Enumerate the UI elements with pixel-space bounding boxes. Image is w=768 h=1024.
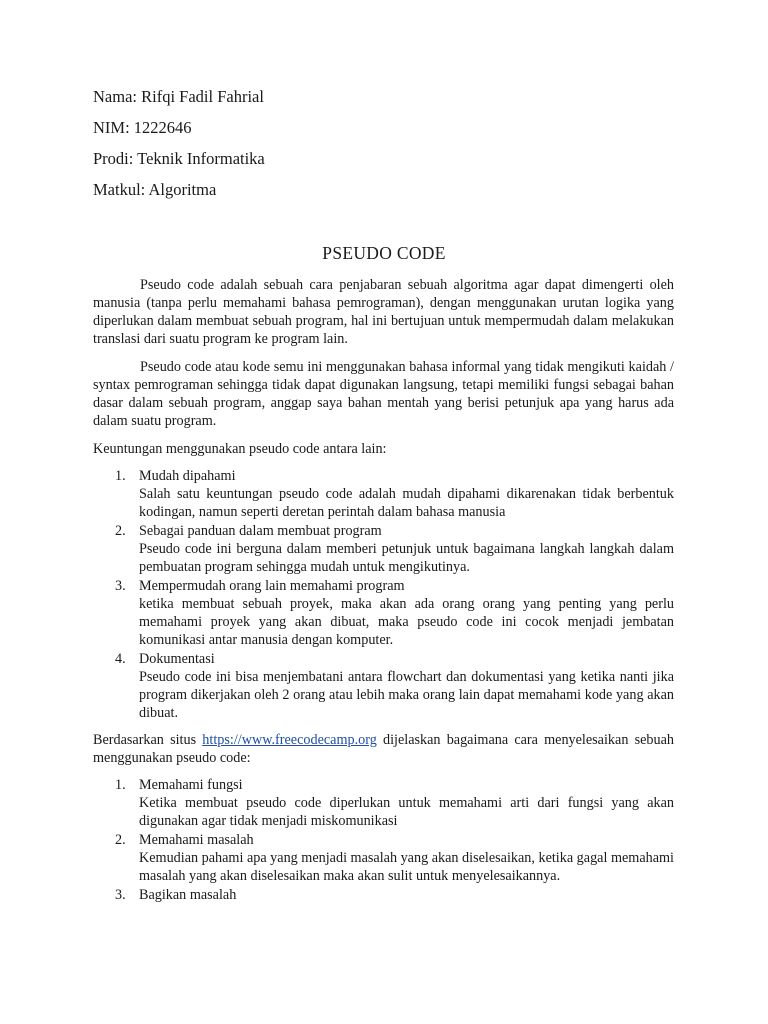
item-description: Salah satu keuntungan pseudo code adalah mudah dipahami dikarenakan tidak berbentuk kodingan, namun seperti deretan perintah dalam bahasa manusia	[139, 486, 674, 520]
freecodecamp-link[interactable]: https://www.freecodecamp.org	[202, 732, 377, 748]
study-program: Prodi: Teknik Informatika	[93, 149, 265, 168]
item-title: Dokumentasi	[139, 651, 215, 667]
item-number: 2.	[115, 832, 126, 848]
item-number: 2.	[115, 523, 126, 539]
source-text-before: Berdasarkan situs	[93, 732, 203, 748]
list-item	[93, 776, 674, 830]
second-paragraph: Pseudo code atau kode semu ini menggunakan bahasa informal yang tidak mengikuti kaidah / syntax pemrograman sehingga tidak dapat digunakan langsung, tetapi memiliki fungsi sebagai bahan dasar dalam sebuah program, anggap saya bahan mentah yang berisi petunjuk apa yang harus ada dalam suatu program.	[93, 359, 674, 429]
list-item	[93, 522, 674, 576]
item-description: Pseudo code ini berguna dalam memberi petunjuk untuk bagaimana langkah langkah dalam pembuatan program sehingga mudah untuk mengikutinya.	[139, 541, 674, 575]
item-title: Memahami masalah	[139, 832, 254, 848]
item-title: Mempermudah orang lain memahami program	[139, 578, 405, 594]
list-item	[93, 577, 674, 649]
list-item	[93, 467, 674, 521]
steps-list	[93, 776, 674, 905]
item-number: 1.	[115, 777, 126, 793]
item-title: Bagikan masalah	[139, 887, 237, 903]
item-title: Memahami fungsi	[139, 777, 243, 793]
document-title: PSEUDO CODE	[322, 243, 446, 263]
item-description: Pseudo code ini bisa menjembatani antara flowchart dan dokumentasi yang ketika nanti jika program dikerjakan oleh 2 orang atau lebih maka orang lain dapat memahami kode yang akan dibuat.	[139, 669, 674, 721]
list-item	[93, 831, 674, 885]
item-number: 3.	[115, 578, 126, 594]
item-number: 3.	[115, 887, 126, 903]
student-name: Nama: Rifqi Fadil Fahrial	[93, 87, 264, 106]
source-paragraph	[93, 731, 674, 767]
advantages-list	[93, 467, 674, 723]
advantages-intro: Keuntungan menggunakan pseudo code antara lain:	[93, 441, 387, 457]
item-description: Kemudian pahami apa yang menjadi masalah yang akan diselesaikan, ketika gagal memahami masalah yang akan diselesaikan maka akan sulit untuk menyelesaikannya.	[139, 850, 674, 884]
item-number: 4.	[115, 651, 126, 667]
course-name: Matkul: Algoritma	[93, 180, 217, 199]
item-number: 1.	[115, 468, 126, 484]
list-item	[93, 886, 674, 904]
student-nim: NIM: 1222646	[93, 118, 192, 137]
item-title: Sebagai panduan dalam membuat program	[139, 523, 382, 539]
item-description: ketika membuat sebuah proyek, maka akan ada orang orang yang penting yang perlu memahami proyek yang akan dibuat, maka pseudo code ini cocok menjadi jembatan komunikasi antar manusia dengan komputer.	[139, 596, 674, 648]
list-item	[93, 650, 674, 722]
item-description: Ketika membuat pseudo code diperlukan untuk memahami arti dari fungsi yang akan digunakan agar tidak menjadi miskomunikasi	[139, 795, 674, 829]
intro-paragraph: Pseudo code adalah sebuah cara penjabaran sebuah algoritma agar dapat dimengerti oleh manusia (tanpa perlu memahami bahasa pemrograman), dengan menggunakan urutan logika yang diperlukan dalam membuat sebuah program, hal ini bertujuan untuk mempermudah dalam melakukan translasi dari suatu program ke program lain.	[93, 277, 674, 347]
source-text-after: dijelaskan bagaimana cara menyelesaikan sebuah menggunakan pseudo code:	[93, 732, 674, 766]
item-title: Mudah dipahami	[139, 468, 236, 484]
